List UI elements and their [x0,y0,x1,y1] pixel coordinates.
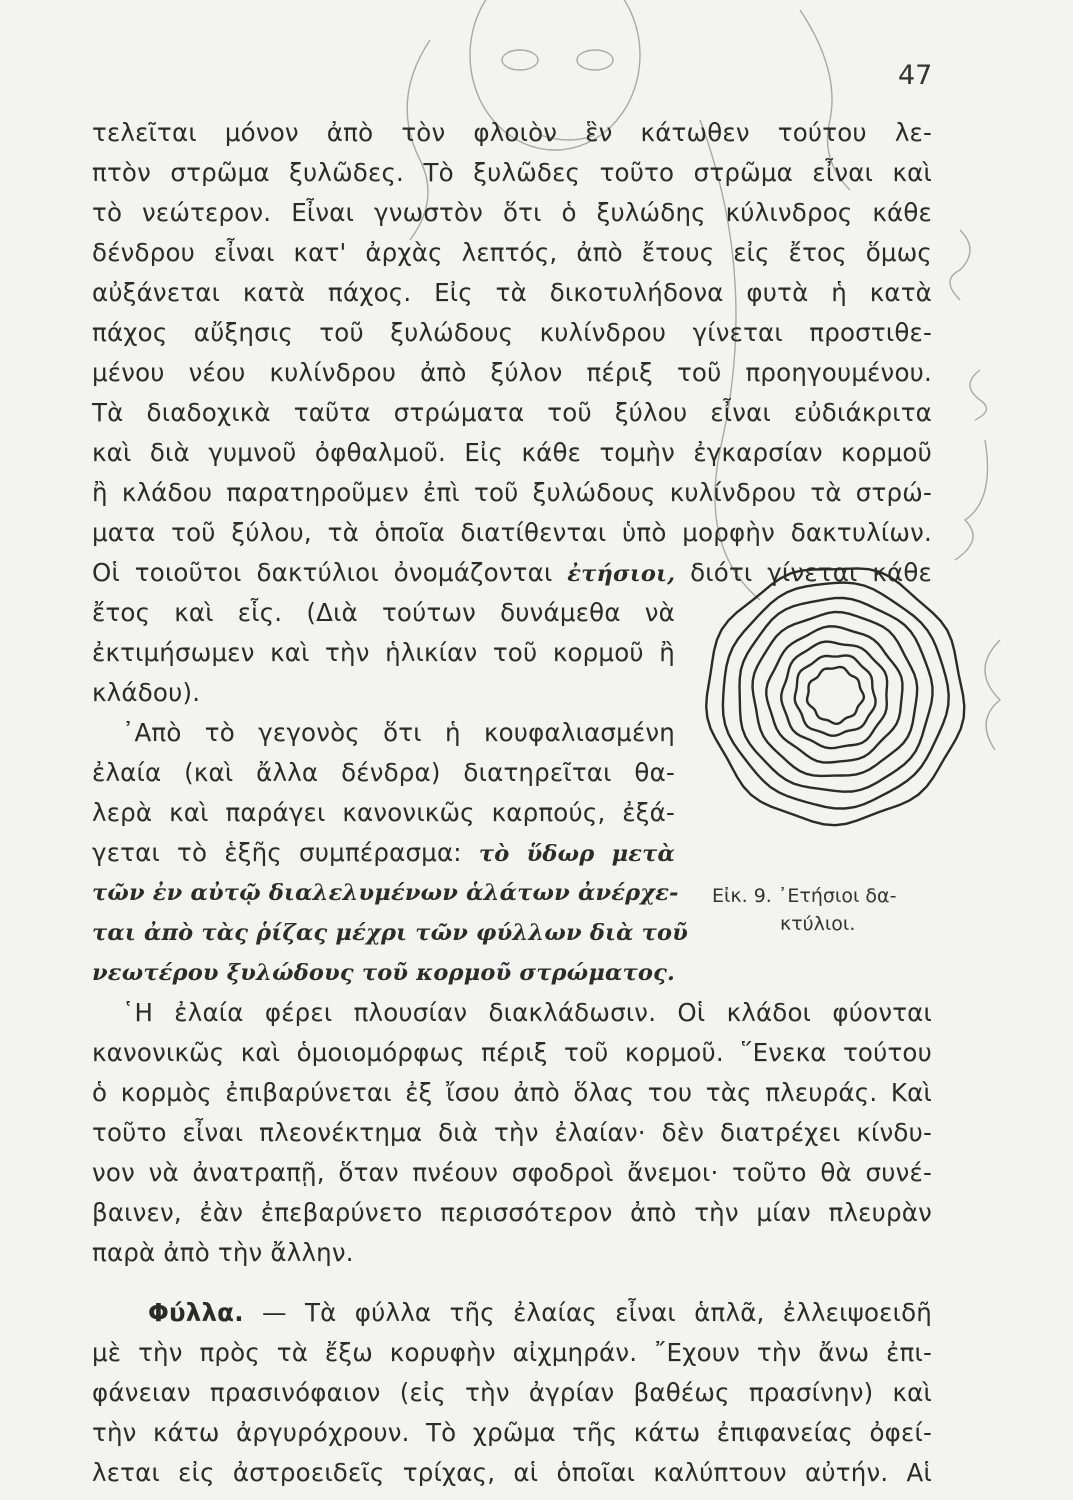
growth-ring [706,568,964,825]
text-line: λερὰ καὶ παράγει κανονικῶς καρπούς, ἐξά- [92,798,675,827]
text-line: βαινεν, ἐὰν ἐπεβαρύνετο περισσότερον ἀπὸ τὴν μίαν πλευρὰν [92,1198,932,1227]
margin-squiggle [985,640,1000,750]
page-number: 47 [898,60,933,91]
text-line [92,837,675,870]
emphasized-text: τὸ ὕδωρ μετὰ [478,841,675,867]
margin-squiggle [970,370,986,420]
text-line: νον νὰ ἀνατραπῇ, ὅταν πνέουν σφοδροὶ ἄνεμοι· τοῦτο θὰ συνέ- [92,1158,932,1187]
sketched-face-eye [577,50,613,70]
text-line: ἐλαία (καὶ ἄλλα δένδρα) διατηρεῖται θα- [92,758,675,787]
emphasized-line: ται ἀπὸ τὰς ῥίζας μέχρι τῶν φύλλων διὰ τοῦ [92,920,689,946]
text-line: ὁ κορμὸς ἐπιβαρύνεται ἐξ ἴσου ἀπὸ ὅλας του τὰς πλευράς. Καὶ [92,1078,932,1107]
text-segment: διότι γίνεται κάθε [690,558,932,587]
sketched-face-eye [502,50,538,70]
text-line: ἢ κλάδου παρατηροῦμεν ἐπὶ τοῦ ξυλώδους κυλίνδρου τὰ στρώ- [92,478,932,507]
text-line [148,1297,932,1329]
text-line: αὐξάνεται κατὰ πάχος. Εἰς τὰ δικοτυλήδονα φυτὰ ἡ κατὰ [92,278,932,307]
text-line: τελεῖται μόνον ἀπὸ τὸν φλοιὸν ἓν κάτωθεν τούτου λε- [92,118,932,147]
text-line: μένου νέου κυλίνδρου ἀπὸ ξύλον πέριξ τοῦ προηγουμένου. [92,358,932,387]
text-line: ἔτος καὶ εἷς. (Διὰ τούτων δυνάμεθα νὰ [92,598,675,627]
text-segment: — Τὰ φύλλα τῆς ἐλαίας εἶναι ἁπλᾶ, ἐλλειψοειδῆ [262,1298,932,1327]
text-line: λεται εἰς ἀστροειδεῖς τρίχας, αἱ ὁποῖαι καλύπτουν αὐτήν. Αἱ [92,1458,932,1487]
term-etisioi: ἐτήσιοι, [567,561,676,587]
text-line: πάχος αὔξησις τοῦ ξυλώδους κυλίνδρου γίνεται προστιθε- [92,318,932,347]
text-line: πτὸν στρῶμα ξυλῶδες. Τὸ ξυλῶδες τοῦτο στρῶμα εἶναι καὶ [92,158,932,187]
annual-rings-figure [700,560,970,830]
text-line: ματα τοῦ ξύλου, τὰ ὁποῖα διατίθενται ὑπὸ μορφὴν δακτυλίων. [92,518,932,547]
text-line: φάνειαν πρασινόφαιον (εἰς τὴν ἀγρίαν βαθέως πρασίνην) καὶ [92,1378,932,1407]
text-line: κλάδου). [92,678,201,707]
text-segment: Οἱ τοιοῦτοι δακτύλιοι ὀνομάζονται [92,558,553,587]
text-line: παρὰ ἀπὸ τὴν ἄλλην. [92,1238,354,1267]
margin-squiggle [950,230,970,300]
text-line: τοῦτο εἶναι πλεονέκτημα διὰ τὴν ἐλαίαν· δὲν διατρέχει κίνδυ- [92,1118,932,1147]
emphasized-line: νεωτέρου ξυλώδους τοῦ κορμοῦ στρώματος. [92,960,675,986]
section-heading-leaves: Φύλλα. [148,1298,244,1327]
text-segment: γεται τὸ ἑξῆς συμπέρασμα: [92,838,462,867]
text-line: μὲ τὴν πρὸς τὰ ἔξω κορυφὴν αἰχμηράν. ῎Εχουν τὴν ἄνω ἐπι- [92,1338,932,1367]
text-line: ᾿Απὸ τὸ γεγονὸς ὅτι ἡ κουφαλιασμένη [122,718,675,747]
figure-caption: κτύλιοι. [780,913,856,935]
growth-ring [753,612,918,776]
text-line: καὶ διὰ γυμνοῦ ὀφθαλμοῦ. Εἰς κάθε τομὴν ἐγκαρσίαν κορμοῦ [92,438,932,467]
growth-ring [807,667,864,724]
text-line: τὸ νεώτερον. Εἶναι γνωστὸν ὅτι ὁ ξυλώδης κύλινδρος κάθε [92,198,932,227]
text-line: τὴν κάτω ἀργυρόχρουν. Τὸ χρῶμα τῆς κάτω ἐπιφανείας ὀφεί- [92,1418,932,1447]
emphasized-line: τῶν ἐν αὐτῷ διαλελυμένων ἁλάτων ἀνέρχε- [92,880,679,906]
text-line: Τὰ διαδοχικὰ ταῦτα στρώματα τοῦ ξύλου εἶναι εὐδιάκριτα [92,398,932,427]
figure-caption: Εἰκ. 9. ᾿Ετήσιοι δα- [712,885,897,907]
text-line: ἐκτιμήσωμεν καὶ τὴν ἡλικίαν τοῦ κορμοῦ ἢ [92,638,675,667]
text-line: ῾Η ἐλαία φέρει πλουσίαν διακλάδωσιν. Οἱ κλάδοι φύονται [122,998,932,1027]
text-line: κανονικῶς καὶ ὁμοιομόρφως πέριξ τοῦ κορμοῦ. ῞Ενεκα τούτου [92,1038,932,1067]
text-line: δένδρου εἶναι κατ' ἀρχὰς λεπτός, ἀπὸ ἔτους εἰς ἔτος ὅμως [92,238,932,267]
margin-squiggle [955,440,988,560]
growth-ring [766,626,902,762]
